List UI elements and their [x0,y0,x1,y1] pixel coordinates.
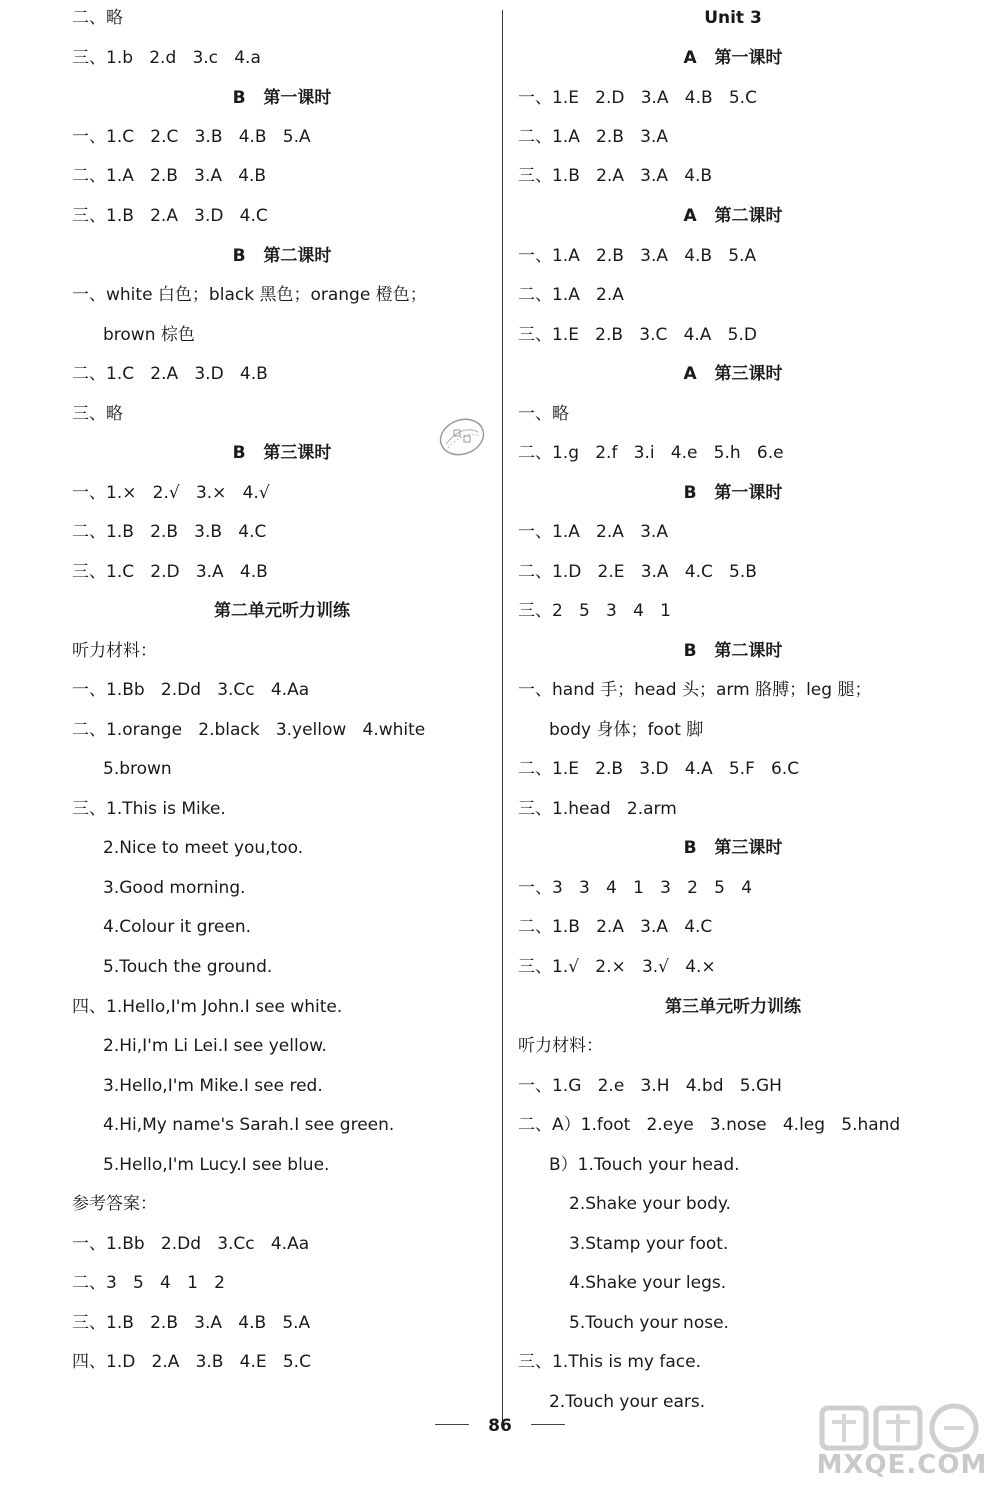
answer-line: 一、1.A 2.B 3.A 4.B 5.A [518,246,757,266]
column-divider [502,10,503,1428]
answer-line: 参考答案： [72,1194,157,1214]
answer-line: 2.Touch your ears. [549,1392,706,1412]
answer-line: 一、1.Bb 2.Dd 3.Cc 4.Aa [72,1234,310,1254]
answer-line: 二、1.A 2.B 3.A [518,127,669,147]
section-heading: B 第二课时 [232,246,332,266]
section-heading: A 第二课时 [683,206,783,226]
answer-line: 二、1.D 2.E 3.A 4.C 5.B [518,562,757,582]
answer-line: 三、1.√ 2.× 3.√ 4.× [518,957,716,977]
answer-line: 二、1.C 2.A 3.D 4.B [72,364,268,384]
answer-line: 三、1.B 2.A 3.A 4.B [518,166,713,186]
section-heading: Unit 3 [704,8,762,28]
answer-line: 5.Touch the ground. [103,957,273,977]
answer-line: 一、略 [518,404,569,424]
section-heading: B 第三课时 [232,443,332,463]
answer-line: 二、1.A 2.A [518,285,624,305]
answer-line: 四、1.D 2.A 3.B 4.E 5.C [72,1352,311,1372]
answer-line: 3.Stamp your foot. [569,1234,729,1254]
answer-line: 一、1.× 2.√ 3.× 4.√ [72,483,270,503]
answer-line: 一、1.E 2.D 3.A 4.B 5.C [518,88,757,108]
answer-line: 二、1.orange 2.black 3.yellow 4.white [72,720,426,740]
section-heading: B 第一课时 [683,483,783,503]
section-heading: A 第三课时 [683,364,783,384]
answer-line: 2.Nice to meet you,too. [103,838,304,858]
section-heading: B 第三课时 [683,838,783,858]
answer-line: 一、1.C 2.C 3.B 4.B 5.A [72,127,311,147]
answer-line: 三、略 [72,404,123,424]
answer-line: 一、white 白色；black 黑色；orange 橙色； [72,285,427,305]
answer-line: B）1.Touch your head. [549,1155,740,1175]
answer-line: 听力材料： [518,1036,603,1056]
answer-line: 一、1.A 2.A 3.A [518,522,668,542]
answer-line: brown 棕色 [103,325,195,345]
answer-line: body 身体；foot 脚 [549,720,704,740]
stamp-icon [436,414,488,460]
section-heading: 第二单元听力训练 [214,601,350,621]
answer-line: 2.Shake your body. [569,1194,731,1214]
answer-line: 2.Hi,I'm Li Lei.I see yellow. [103,1036,327,1056]
answer-line: 三、1.C 2.D 3.A 4.B [72,562,268,582]
answer-line: 二、1.B 2.B 3.B 4.C [72,522,267,542]
answer-line: 三、2 5 3 4 1 [518,601,671,621]
answer-line: 二、1.B 2.A 3.A 4.C [518,917,713,937]
answer-line: 3.Good morning. [103,878,246,898]
answer-line: 四、1.Hello,I'm John.I see white. [72,997,343,1017]
answer-line: 二、1.A 2.B 3.A 4.B [72,166,267,186]
answer-line: 听力材料： [72,641,157,661]
answer-line: 4.Hi,My name's Sarah.I see green. [103,1115,395,1135]
footer-dash-right [531,1424,565,1425]
answer-line: 二、略 [72,8,123,28]
answer-line: 5.Touch your nose. [569,1313,729,1333]
page-number: 86 [488,1416,512,1436]
answer-line: 三、1.b 2.d 3.c 4.a [72,48,261,68]
section-heading: B 第一课时 [232,88,332,108]
footer-dash-left [435,1424,469,1425]
answer-line: 二、A）1.foot 2.eye 3.nose 4.leg 5.hand [518,1115,901,1135]
section-heading: B 第二课时 [683,641,783,661]
answer-line: 一、1.Bb 2.Dd 3.Cc 4.Aa [72,680,310,700]
answer-line: 一、3 3 4 1 3 2 5 4 [518,878,753,898]
answer-line: 三、1.B 2.B 3.A 4.B 5.A [72,1313,311,1333]
answer-line: 3.Hello,I'm Mike.I see red. [103,1076,323,1096]
answer-line: 二、3 5 4 1 2 [72,1273,225,1293]
answer-line: 一、hand 手；head 头；arm 胳膊；leg 腿； [518,680,872,700]
answer-line: 4.Colour it green. [103,917,252,937]
answer-line: 5.Hello,I'm Lucy.I see blue. [103,1155,330,1175]
answer-line: 一、1.G 2.e 3.H 4.bd 5.GH [518,1076,782,1096]
answer-line: 5.brown [103,759,172,779]
answer-line: 三、1.This is Mike. [72,799,226,819]
watermark [812,1398,992,1482]
answer-line: 三、1.head 2.arm [518,799,677,819]
section-heading: 第三单元听力训练 [665,997,801,1017]
answer-line: 三、1.This is my face. [518,1352,701,1372]
section-heading: A 第一课时 [683,48,783,68]
answer-line: 三、1.B 2.A 3.D 4.C [72,206,268,226]
watermark-logo-icon [812,1398,992,1454]
answer-line: 三、1.E 2.B 3.C 4.A 5.D [518,325,757,345]
answer-line: 二、1.g 2.f 3.i 4.e 5.h 6.e [518,443,784,463]
answer-line: 4.Shake your legs. [569,1273,727,1293]
watermark-text: MXQE.COM [816,1450,988,1480]
answer-line: 二、1.E 2.B 3.D 4.A 5.F 6.C [518,759,800,779]
